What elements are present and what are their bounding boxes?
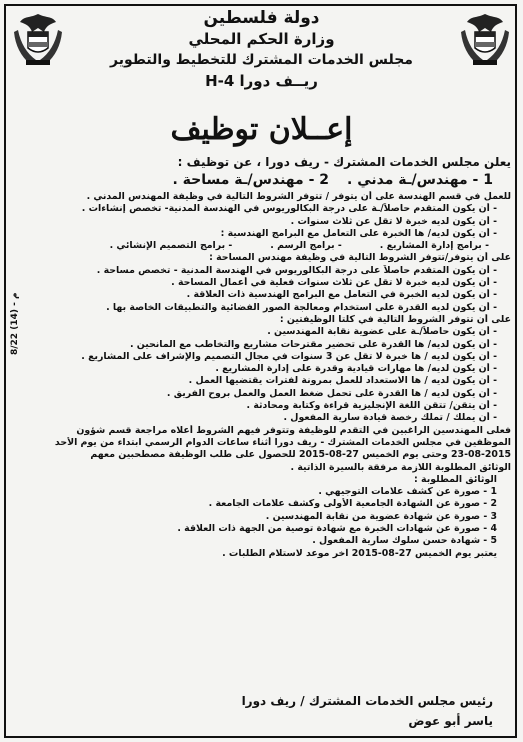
application-text: 23-08-2015 وحتى يوم الخميس 27-08-2015 للحصول على طلب الوظيفة مصطحبين معهم (90, 449, 511, 461)
document-item: 2 - صورة عن الشهادة الجامعية الأولى وكشف علامات الجامعة . (208, 498, 497, 510)
list-item: - أن يكون لديه / ها خبرة لا تقل عن 3 سنوات في مجال التصميم والإشراف على المشاريع . (81, 350, 497, 362)
list-item: - أن يكون لديه / ها الاستعداد للعمل بمرونة لفترات يقتضيها العمل . (188, 375, 497, 387)
program-item: - برامج التصميم الإنشائي . (109, 240, 233, 252)
list-item: - أن يكون لديه/ ها القدرة على تحضير مقترحات مشاريع والتخاطب مع المانحين . (129, 338, 497, 350)
both-heading: على أن تتوفر الشروط التالية في كلتا الوظيفتين : (279, 313, 511, 325)
document-item: 1 - صورة عن كشف علامات التوجيهي . (318, 486, 497, 498)
side-date-note: م - (14) 8/22 (10, 292, 20, 355)
announcement-body (30, 154, 511, 560)
program-item: - برامج إدارة المشاريع . (379, 240, 489, 252)
document-item: 5 - شهادة حسن سلوك سارية المفعول . (312, 535, 497, 547)
palestine-emblem-icon (459, 10, 511, 68)
position-survey: 2 - مهندس/ـة مساحة . (172, 172, 330, 188)
programs-row (30, 240, 511, 252)
document-item: 4 - صورة عن شهادات الخبرة مع شهادة توصية من الجهة ذات العلاقة . (177, 523, 497, 535)
council-name: مجلس الخدمات المشترك للتخطيط والتطوير (110, 52, 413, 68)
document-item: 3 - صورة عن شهادة عضوية من نقابة المهندسين . (265, 510, 497, 522)
program-item: - برامج الرسم . (270, 240, 342, 252)
signature-name: ياسر أبو عوض (408, 714, 493, 728)
list-item: - أن يتقن/ تتقن اللغة الإنجليزية قراءة وكتابة ومحادثة . (246, 400, 497, 412)
list-item: - أن يكون لديه/ ها مهارات قيادية وقدرة على إدارة المشاريع . (215, 363, 497, 375)
announcement-title: إعــلان توظيف (170, 112, 353, 147)
list-item: - أن يكون لديه خبرة لا تقل عن ثلاث سنوات فعلية في أعمال المساحة . (171, 277, 497, 289)
position-civil: 1 - مهندس/ـة مدني . (347, 172, 493, 188)
list-item: - أن يكون لديه خبرة لا تقل عن ثلاث سنوات . (290, 215, 497, 227)
letterhead (70, 8, 453, 92)
positions-list (30, 171, 511, 189)
application-text: الموظفين في مجلس الخدمات المشترك - ريف دورا أثناء ساعات الدوام الرسمي ابتداء من يوم الأحد (54, 436, 511, 448)
ministry-name: وزارة الحكم المحلي (188, 30, 335, 48)
list-item: - أن يكون لديه القدرة على استخدام ومعالجة الصور الفضائية والتطبيقات الخاصة بها . (106, 301, 497, 313)
list-item: - أن يكون لديه / ها القدرة على تحمل ضغط العمل والعمل بروح الفريق . (166, 387, 497, 399)
deadline-text: يعتبر يوم الخميس 27-08-2015 آخر موعد لاستلام الطلبات . (222, 547, 497, 559)
intro-text: يعلن مجلس الخدمات المشترك - ريف دورا ، عن توظيف : (177, 155, 511, 169)
palestine-emblem-icon (12, 10, 64, 68)
application-text: فعلى المهندسين الراغبين في التقدم للوظيفة وتتوفر فيهم الشروط أعلاه مراجعة قسم شؤون (76, 424, 511, 436)
list-item: - أن يكون لديه/ ها الخبرة على التعامل مع البرامج الهندسية : (220, 227, 497, 239)
list-item: - أن يملك / تملك رخصة قيادة سارية المفعول . (283, 412, 497, 424)
civil-heading: للعمل في قسم الهندسة على أن يتوفر / تتوفر الشروط التالية في وظيفة المهندس المدني . (86, 191, 511, 202)
survey-heading: على أن يتوفر/تتوفر الشروط التالية في وظيفة مهندس المساحة : (209, 252, 511, 264)
list-item: - أن يكون حاصلاً/ـة على عضوية نقابة المهندسين . (267, 326, 497, 338)
list-item: - أن يكون المتقدم حاصلاً/ـة على درجة البكالوريوس في الهندسة المدنية- تخصص إنشاءات . (81, 203, 497, 215)
region-name: ريــف دورا H-4 (205, 72, 318, 90)
signature-role: رئيس مجلس الخدمات المشترك / ريف دورا (241, 694, 493, 708)
list-item: - أن يكون المتقدم حاصلاً على درجة البكالوريوس في الهندسة المدنية - تخصص مساحة . (96, 264, 497, 276)
documents-heading: الوثائق المطلوبة : (414, 473, 497, 485)
country-name: دولة فلسطين (203, 8, 320, 28)
list-item: - أن يكون لديه الخبرة في التعامل مع البرامج الهندسية ذات العلاقة . (186, 289, 497, 301)
application-text: الوثائق المطلوبة اللازمة مرفقة بالسيرة الذاتية . (290, 461, 511, 473)
